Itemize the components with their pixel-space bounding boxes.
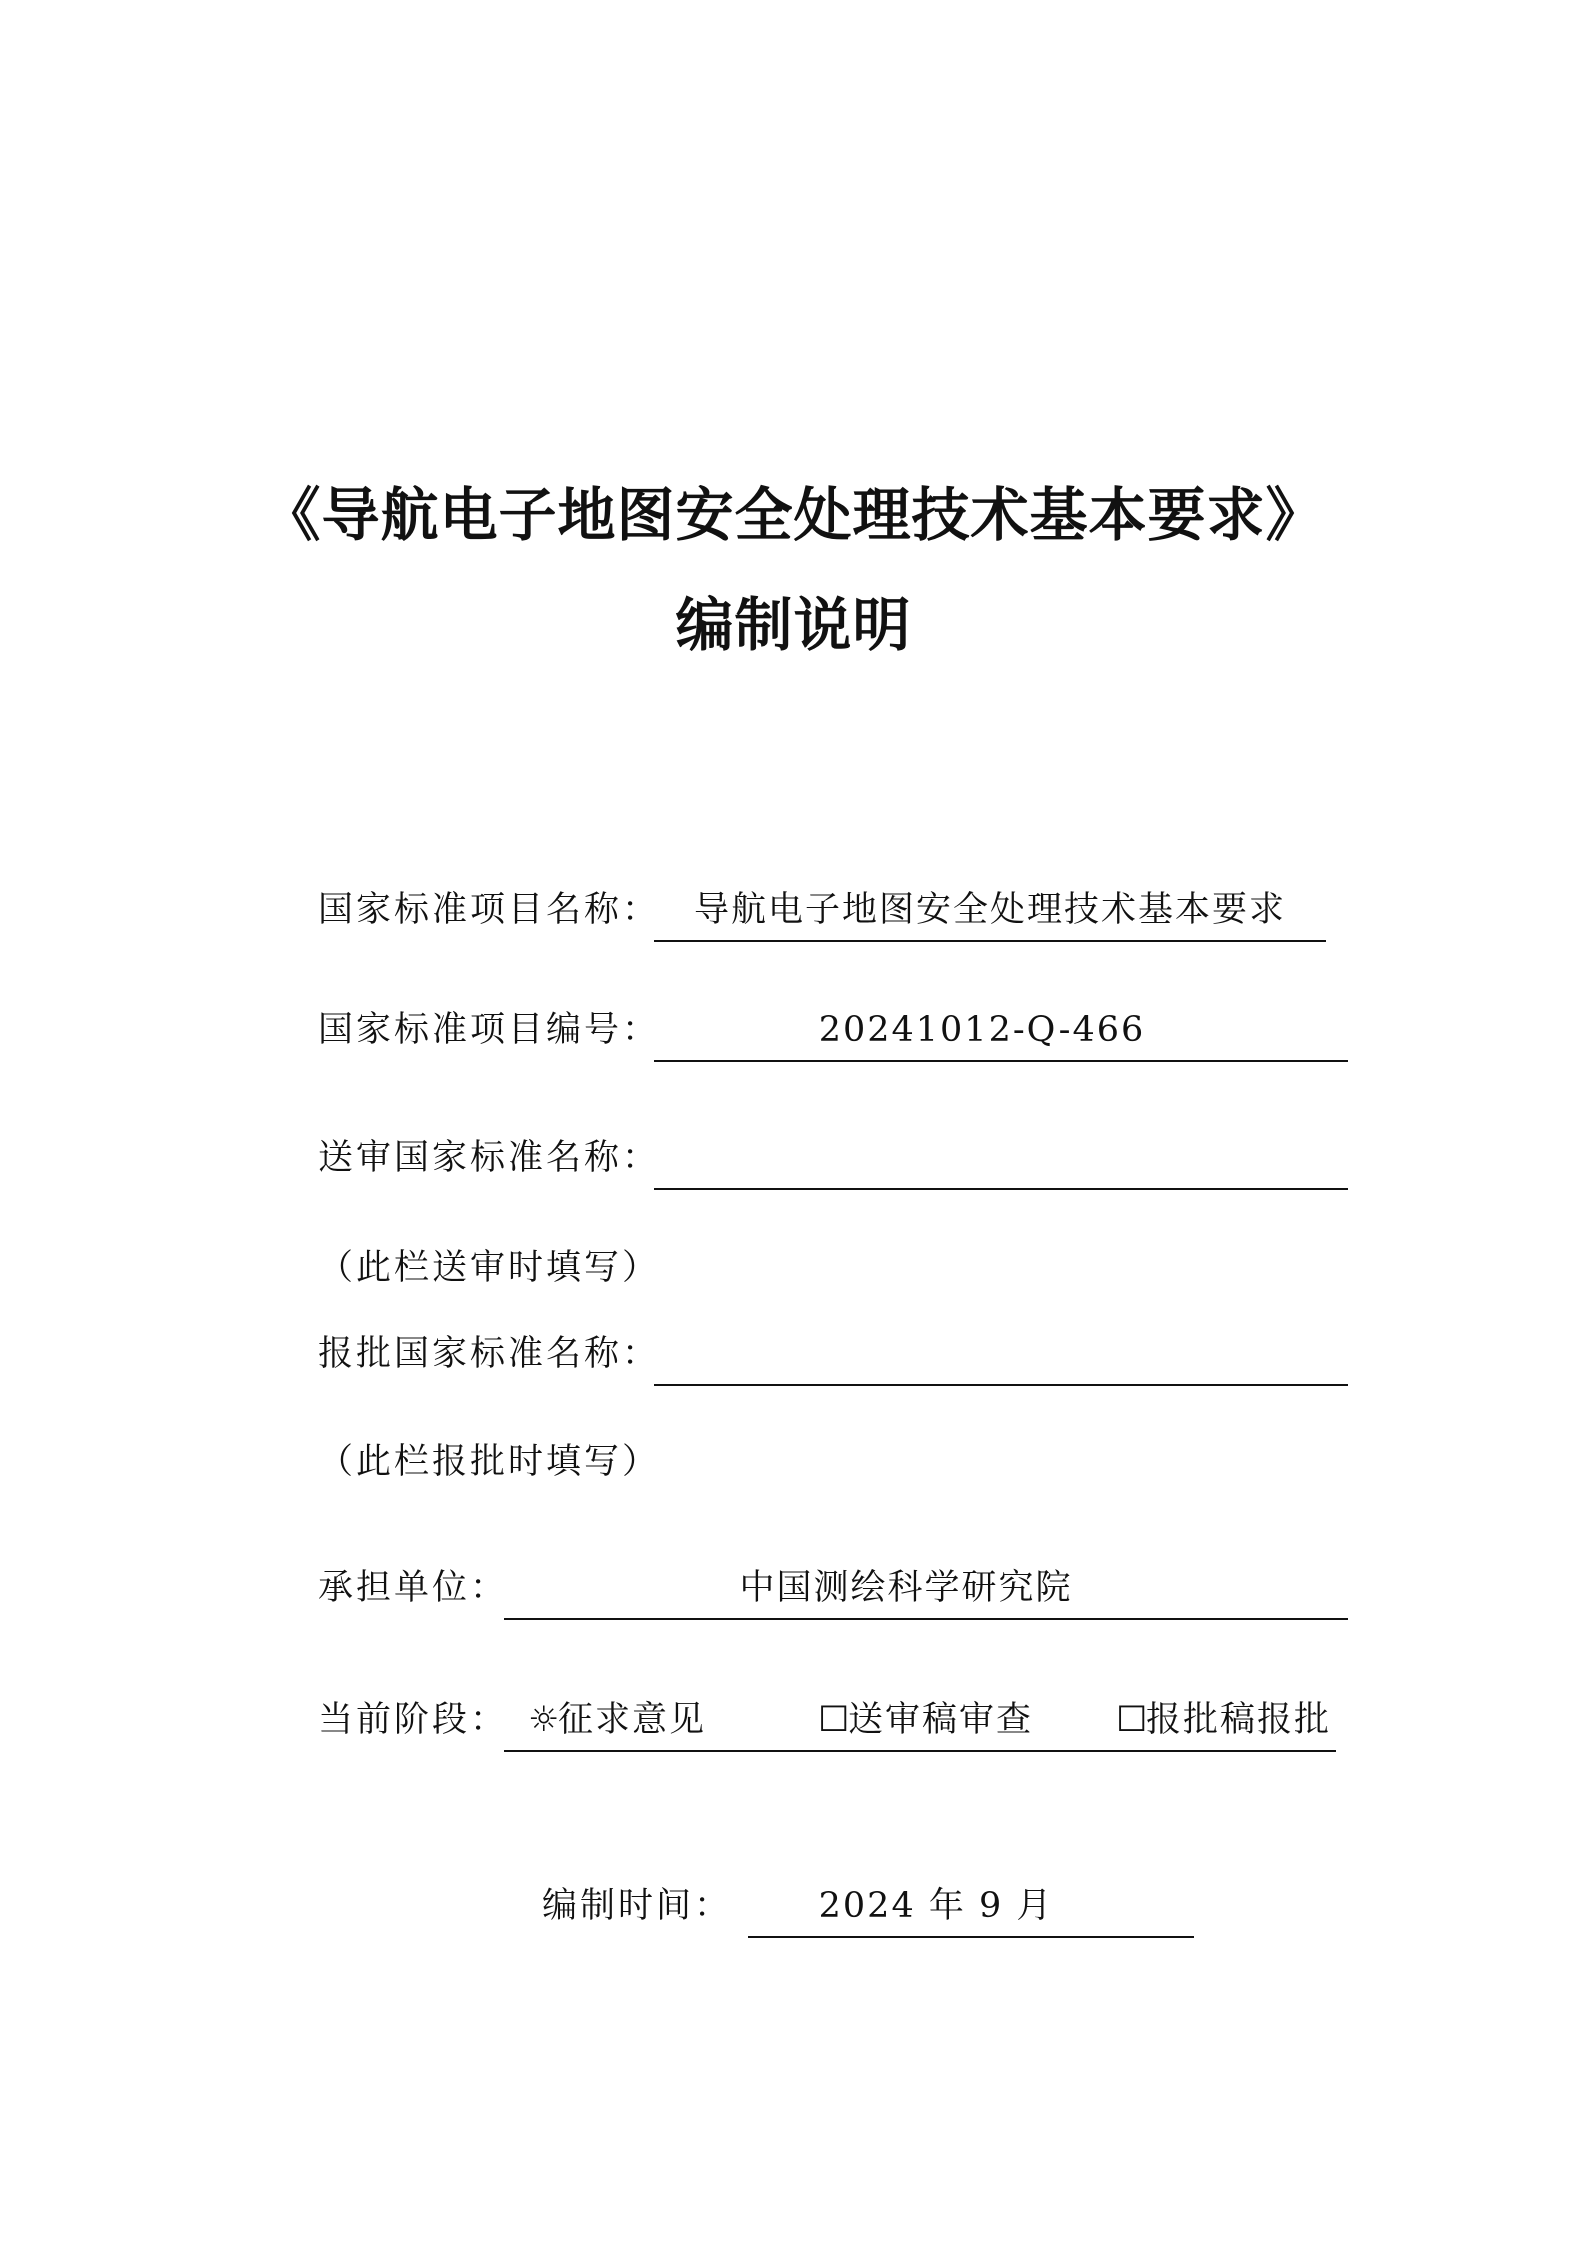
approval-name-label: 报批国家标准名称： <box>318 1334 661 1374</box>
project-name-label: 国家标准项目名称： <box>318 890 661 930</box>
document-subtitle: 编制说明 <box>675 591 912 659</box>
compile-time-field[interactable] <box>748 1876 1194 1938</box>
document-title: 《导航电子地图安全处理技术基本要求》 <box>262 481 1325 549</box>
stage-label: 当前阶段： <box>318 1700 509 1740</box>
stage-option-review-label: 送审稿审查 <box>848 1700 1034 1740</box>
organization-value: 中国测绘科学研究院 <box>739 1568 1073 1608</box>
project-number-label: 国家标准项目编号： <box>318 1010 661 1050</box>
review-name-field[interactable] <box>654 1128 1348 1190</box>
approval-name-field[interactable] <box>654 1324 1348 1386</box>
stage-option-consultation[interactable] <box>528 1690 706 1750</box>
compile-time-label: 编制时间： <box>542 1886 733 1926</box>
organization-label: 承担单位： <box>318 1568 509 1608</box>
review-name-note: （此栏送审时填写） <box>318 1248 661 1288</box>
approval-name-note: （此栏报批时填写） <box>318 1442 661 1482</box>
stage-option-approval[interactable] <box>1116 1690 1331 1750</box>
compile-time-value: 2024 年 9 月 <box>818 1886 1054 1926</box>
approval-name-row <box>318 1324 1348 1384</box>
checkbox-empty-icon: ☐ <box>818 1700 852 1740</box>
selected-sun-icon: ☼ <box>528 1700 562 1740</box>
stage-options-field <box>504 1690 1336 1752</box>
stage-option-consultation-label: 征求意见 <box>558 1700 707 1740</box>
project-name-row <box>318 880 1348 940</box>
review-name-label: 送审国家标准名称： <box>318 1138 661 1178</box>
stage-row <box>318 1690 1348 1750</box>
organization-field[interactable] <box>504 1558 1348 1620</box>
compile-time-row <box>542 1876 1202 1936</box>
stage-option-approval-label: 报批稿报批 <box>1146 1700 1332 1740</box>
organization-row <box>318 1558 1348 1618</box>
stage-option-review[interactable] <box>818 1690 1033 1750</box>
project-number-field[interactable] <box>654 1000 1348 1062</box>
checkbox-empty-icon: ☐ <box>1116 1700 1150 1740</box>
project-number-row <box>318 1000 1348 1060</box>
review-name-row <box>318 1128 1348 1188</box>
project-number-value: 20241012-Q-466 <box>818 1010 1146 1050</box>
project-name-field[interactable] <box>654 880 1326 942</box>
project-name-value: 导航电子地图安全处理技术基本要求 <box>693 890 1286 930</box>
